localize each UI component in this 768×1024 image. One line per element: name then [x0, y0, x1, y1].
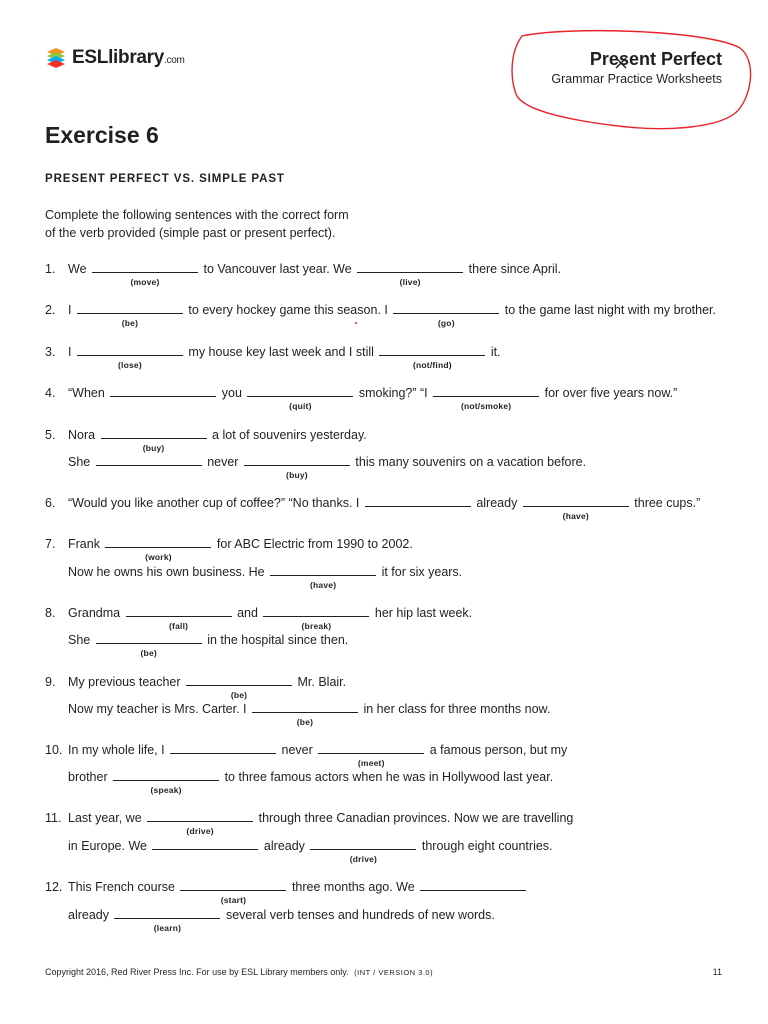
answer-blank[interactable]: [77, 301, 183, 328]
sentence-text: for over five years now.”: [541, 386, 678, 400]
verb-hint: (be): [121, 318, 139, 328]
answer-blank[interactable]: [126, 604, 232, 631]
exercise-line: [45, 535, 413, 562]
verb-hint: (be): [230, 690, 248, 700]
verb-hint: (fall): [169, 621, 189, 631]
sentence-text: I: [68, 345, 75, 359]
item-number: 10.: [45, 743, 63, 757]
exercise-line: [45, 741, 568, 768]
answer-blank[interactable]: [105, 535, 211, 562]
sentence-text: a lot of souvenirs yesterday.: [208, 428, 367, 442]
verb-hint: (not/smoke): [460, 401, 512, 411]
sentence-text: never: [203, 455, 242, 469]
verb-hint: (meet): [357, 758, 385, 768]
verb-hint: (quit): [289, 401, 312, 411]
sentence-text: it.: [487, 345, 501, 359]
answer-blank[interactable]: [310, 837, 416, 864]
footer-version: (INT / VERSION 3.0): [354, 968, 434, 977]
answer-blank[interactable]: [101, 426, 207, 453]
sentence-text: you: [218, 386, 246, 400]
answer-blank[interactable]: [96, 631, 202, 658]
answer-blank[interactable]: [113, 768, 219, 795]
sentence-text: Now he owns his own business. He: [68, 565, 269, 579]
books-logo-icon: [45, 46, 67, 70]
verb-hint: (go): [437, 318, 455, 328]
sentence-text: Last year, we: [68, 811, 146, 825]
sentence-text: She: [68, 633, 94, 647]
exercise-line: [45, 563, 463, 590]
answer-blank[interactable]: [263, 604, 369, 631]
sentence-text: three months ago. We: [288, 880, 419, 894]
exercise-line: [45, 453, 587, 480]
sentence-text: this many souvenirs on a vacation before.: [351, 455, 587, 469]
item-number: 4.: [45, 386, 56, 400]
verb-hint: (buy): [286, 470, 308, 480]
sentence-text: it for six years.: [378, 565, 463, 579]
verb-hint: (move): [130, 277, 160, 287]
sentence-text: This French course: [68, 880, 179, 894]
answer-blank[interactable]: [114, 906, 220, 933]
answer-blank[interactable]: [180, 878, 286, 905]
sentence-text: In my whole life, I: [68, 743, 169, 757]
verb-hint: (drive): [186, 826, 214, 836]
sentence-text: for ABC Electric from 1990 to 2002.: [213, 537, 413, 551]
sentence-text: brother: [68, 770, 112, 784]
verb-hint: (be): [296, 717, 314, 727]
sentence-text: to Vancouver last year. We: [200, 262, 356, 276]
verb-hint: (work): [145, 552, 172, 562]
sentence-text: Frank: [68, 537, 104, 551]
sentence-text: in Europe. We: [68, 839, 151, 853]
answer-blank[interactable]: [247, 384, 353, 411]
answer-blank[interactable]: [147, 809, 253, 836]
sentence-text: smoking?” “I: [355, 386, 432, 400]
sentence-text: in the hospital since then.: [203, 633, 349, 647]
answer-blank[interactable]: [244, 453, 350, 480]
sentence-text: Grandma: [68, 606, 124, 620]
verb-hint: (not/find): [412, 360, 452, 370]
worksheet-subtitle: Grammar Practice Worksheets: [551, 72, 722, 86]
verb-hint: (have): [309, 580, 337, 590]
esl-library-logo: [45, 45, 185, 71]
answer-blank[interactable]: [92, 260, 198, 287]
verb-hint: (have): [562, 511, 589, 521]
answer-blank[interactable]: [365, 494, 471, 507]
sentence-text: my house key last week and I still: [184, 345, 378, 359]
verb-hint: (lose): [118, 360, 142, 370]
item-number: 12.: [45, 880, 63, 894]
exercise-line: [45, 384, 678, 411]
answer-blank[interactable]: [420, 878, 526, 891]
answer-blank[interactable]: [270, 563, 376, 590]
verb-hint: (break): [301, 621, 332, 631]
sentence-text: already: [260, 839, 309, 853]
item-number: 9.: [45, 675, 56, 689]
sentence-text: to the game last night with my brother.: [501, 303, 717, 317]
sentence-text: already: [472, 496, 521, 510]
exercise-line: [45, 260, 562, 287]
answer-blank[interactable]: [186, 673, 292, 700]
exercise-line: [45, 673, 347, 700]
exercise-line: [45, 700, 551, 727]
sentence-text: Mr. Blair.: [294, 675, 347, 689]
verb-hint: (live): [399, 277, 421, 287]
sentence-text: several verb tenses and hundreds of new words.: [222, 908, 495, 922]
answer-blank[interactable]: [523, 494, 629, 521]
logo-wordmark: ESLlibrary.com: [72, 47, 185, 68]
sentence-text: “When: [68, 386, 109, 400]
item-number: 1.: [45, 262, 56, 276]
answer-blank[interactable]: [433, 384, 539, 411]
item-number: 6.: [45, 496, 56, 510]
item-number: 11.: [45, 811, 62, 825]
exercise-line: [45, 809, 574, 836]
exercise-line: [45, 604, 473, 631]
item-number: 3.: [45, 345, 56, 359]
exercise-subtitle: PRESENT PERFECT VS. SIMPLE PAST: [45, 173, 285, 185]
instructions: Complete the following sentences with the correct form of the verb provided (simple past or present perfect).: [45, 208, 349, 240]
verb-hint: (learn): [153, 923, 182, 933]
sentence-text: Nora: [68, 428, 99, 442]
sentence-text: “Would you like another cup of coffee?” “No thanks. I: [68, 496, 363, 510]
footer-copyright: Copyright 2016, Red River Press Inc. For use by ESL Library members only. (INT / VERSION 3.0): [45, 967, 434, 977]
sentence-text: I: [68, 303, 75, 317]
sentence-text: through three Canadian provinces. Now we are travelling: [255, 811, 574, 825]
verb-hint: (drive): [349, 854, 378, 864]
exercise-line: [45, 631, 349, 658]
sentence-text: We: [68, 262, 90, 276]
exercise-line: [45, 768, 554, 795]
sentence-text: in her class for three months now.: [359, 702, 551, 716]
red-mark: [355, 322, 357, 324]
exercise-title: Exercise 6: [45, 122, 159, 148]
sentence-text: My previous teacher: [68, 675, 185, 689]
verb-hint: (start): [220, 895, 247, 905]
verb-hint: (speak): [150, 785, 182, 795]
item-number: 5.: [45, 428, 56, 442]
sentence-text: never: [278, 743, 317, 757]
exercise-line: [45, 426, 367, 453]
answer-blank[interactable]: [379, 343, 485, 370]
sentence-text: Now my teacher is Mrs. Carter. I: [68, 702, 250, 716]
exercise-line: [45, 494, 701, 521]
answer-blank[interactable]: [252, 700, 358, 727]
exercise-line: [45, 301, 717, 328]
sentence-text: a famous person, but my: [426, 743, 568, 757]
exercise-line: [45, 343, 501, 370]
item-number: 2.: [45, 303, 56, 317]
item-number: 7.: [45, 537, 56, 551]
sentence-text: to every hockey game this season. I: [184, 303, 392, 317]
verb-hint: (buy): [142, 443, 165, 453]
exercise-line: [45, 906, 495, 933]
item-number: 8.: [45, 606, 56, 620]
worksheet-header: [551, 48, 722, 87]
exercise-line: [45, 837, 553, 864]
answer-blank[interactable]: [96, 453, 202, 466]
answer-blank[interactable]: [318, 741, 424, 768]
exercise-line: [45, 878, 528, 905]
sentence-text: three cups.”: [630, 496, 701, 510]
answer-blank[interactable]: [77, 343, 183, 370]
answer-blank[interactable]: [393, 301, 499, 328]
answer-blank[interactable]: [110, 384, 216, 397]
sentence-text: there since April.: [465, 262, 562, 276]
sentence-text: She: [68, 455, 94, 469]
answer-blank[interactable]: [357, 260, 463, 287]
sentence-text: through eight countries.: [418, 839, 553, 853]
page-number: 11: [712, 967, 722, 977]
sentence-text: and: [233, 606, 262, 620]
worksheet-title: Present Perfect: [589, 49, 722, 69]
verb-hint: (be): [140, 648, 157, 658]
answer-blank[interactable]: [170, 741, 276, 754]
answer-blank[interactable]: [152, 837, 258, 850]
sentence-text: already: [68, 908, 113, 922]
sentence-text: to three famous actors when he was in Hollywood last year.: [221, 770, 554, 784]
sentence-text: her hip last week.: [371, 606, 473, 620]
